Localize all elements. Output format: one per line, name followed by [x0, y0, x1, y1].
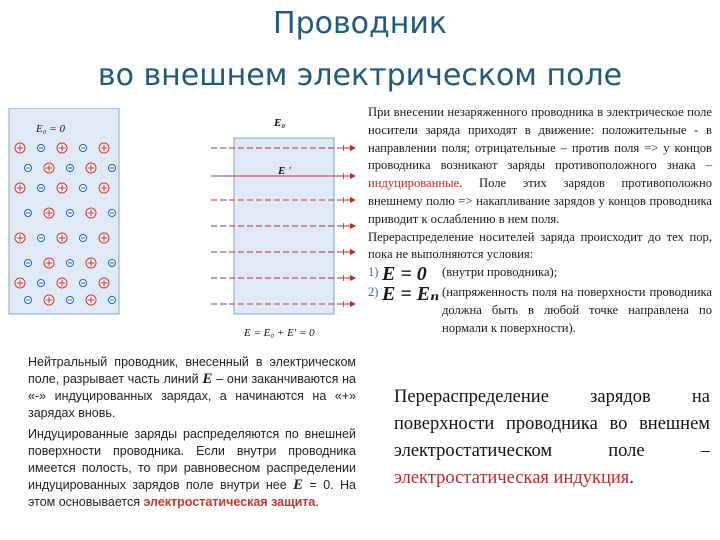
- negative-charge: [25, 297, 32, 304]
- negative-charge-sign: −: [220, 219, 228, 233]
- negative-charge-sign: −: [220, 169, 228, 183]
- negative-charge: [80, 235, 87, 242]
- arrow-icon: [350, 173, 356, 179]
- positive-charge-sign: +: [340, 193, 348, 207]
- negative-charge: [109, 210, 116, 217]
- positive-charge: [57, 233, 67, 243]
- electrostatic-induction-term: электростатическая индукция: [394, 468, 630, 488]
- positive-charge-sign: +: [340, 219, 348, 233]
- figure-svg: [6, 108, 361, 348]
- arrow-icon: [350, 249, 356, 255]
- condition-2: 2) E = Eₙ (напряженность поля на поверхности проводника должна быть в любой точке направлена по нормали к поверхности).: [368, 283, 712, 335]
- explanation-paragraph-2: Перераспределение носителей заряда происходит до тех пор, пока не выполняются условия:: [368, 229, 712, 262]
- negative-charge: [109, 260, 116, 267]
- negative-charge-sign: −: [220, 141, 228, 155]
- negative-charge-sign: −: [220, 245, 228, 259]
- negative-charge-sign: −: [220, 193, 228, 207]
- negative-charge: [38, 280, 45, 287]
- positive-charge-sign: +: [340, 245, 348, 259]
- positive-charge: [86, 208, 96, 218]
- positive-charge: [99, 278, 109, 288]
- positive-charge-sign: +: [340, 271, 348, 285]
- condition-1: 1) E = 0 (внутри проводника);: [368, 263, 558, 286]
- arrow-icon: [350, 223, 356, 229]
- positive-charge: [15, 278, 25, 288]
- positive-charge: [44, 258, 54, 268]
- electrostatic-shielding-term: электростатическая защита: [143, 495, 316, 509]
- positive-charge: [86, 258, 96, 268]
- conductor-figure: [6, 108, 361, 348]
- positive-charge: [57, 143, 67, 153]
- positive-charge: [44, 208, 54, 218]
- positive-charge: [15, 183, 25, 193]
- caption-paragraph-1: Нейтральный проводник, внесенный в электрическом поле, разрывает часть линий E – они заканчиваются на «-» индуцированных зарядах, а начинаются на «+» зарядах вновь.: [28, 355, 356, 420]
- negative-charge: [67, 260, 74, 267]
- positive-charge: [86, 163, 96, 173]
- figure-caption: [28, 354, 356, 515]
- negative-charge-sign: −: [220, 271, 228, 285]
- negative-charge: [67, 165, 74, 172]
- negative-charge: [25, 210, 32, 217]
- left-field-label: E₀ = 0: [36, 123, 65, 135]
- negative-charge: [80, 280, 87, 287]
- explanation-paragraph-1: При внесении незаряженного проводника в электрическое поле носители заряда приходят в движение: положительные - в направлении поля; отрицательные – против поля => у концов проводника возникают заряды противоположного знака – индуцированные. Поле этих зарядов противоположно внешнему полю => накапливание зарядов у концов проводника приводит к ослаблению в нем поля.: [368, 105, 712, 226]
- negative-charge: [25, 165, 32, 172]
- negative-charge: [67, 210, 74, 217]
- negative-charge: [67, 297, 74, 304]
- positive-charge-sign: +: [340, 169, 348, 183]
- negative-charge: [38, 145, 45, 152]
- arrow-icon: [350, 275, 356, 281]
- negative-charge: [109, 165, 116, 172]
- page-title-line1: Проводник: [273, 6, 447, 41]
- negative-charge: [80, 145, 87, 152]
- induced-term: индуцированные: [368, 176, 460, 191]
- positive-charge: [57, 278, 67, 288]
- positive-charge-sign: +: [340, 141, 348, 155]
- induced-field-label: E ': [278, 165, 292, 177]
- positive-charge: [57, 183, 67, 193]
- positive-charge: [86, 295, 96, 305]
- positive-charge: [99, 233, 109, 243]
- negative-charge: [38, 185, 45, 192]
- condition-1-equation: E = 0: [382, 263, 427, 286]
- external-field-label: E₀: [274, 117, 286, 129]
- negative-charge-sign: −: [220, 297, 228, 311]
- positive-charge: [44, 295, 54, 305]
- negative-charge: [109, 297, 116, 304]
- positive-charge-sign: +: [340, 297, 348, 311]
- negative-charge: [25, 260, 32, 267]
- positive-charge: [99, 183, 109, 193]
- arrow-icon: [350, 301, 356, 307]
- caption-paragraph-2: Индуцированные заряды распределяются по внешней поверхности проводника. Если внутри проводника имеется полость, то при равновесном распределении индуцированных зарядов поле внутри нее E = 0. На этом основывается электростатическая защита.: [28, 427, 356, 509]
- total-field-label: E = E₀ + E' = 0: [244, 327, 315, 339]
- arrow-icon: [350, 197, 356, 203]
- negative-charge: [80, 185, 87, 192]
- condition-2-equation: E = Eₙ: [382, 283, 440, 306]
- page-title-line2: во внешнем электрическом поле: [97, 58, 623, 93]
- positive-charge: [15, 143, 25, 153]
- vector-e-symbol: E: [293, 477, 304, 493]
- positive-charge: [15, 233, 25, 243]
- induction-summary: Перераспределение зарядов на поверхности проводника во внешнем электростатическом поле – электростатическая индукция.: [394, 387, 710, 488]
- arrow-icon: [350, 145, 356, 151]
- positive-charge: [44, 163, 54, 173]
- vector-e-symbol: E: [202, 371, 213, 387]
- explanation-text: [368, 104, 712, 338]
- positive-charge: [99, 143, 109, 153]
- negative-charge: [38, 235, 45, 242]
